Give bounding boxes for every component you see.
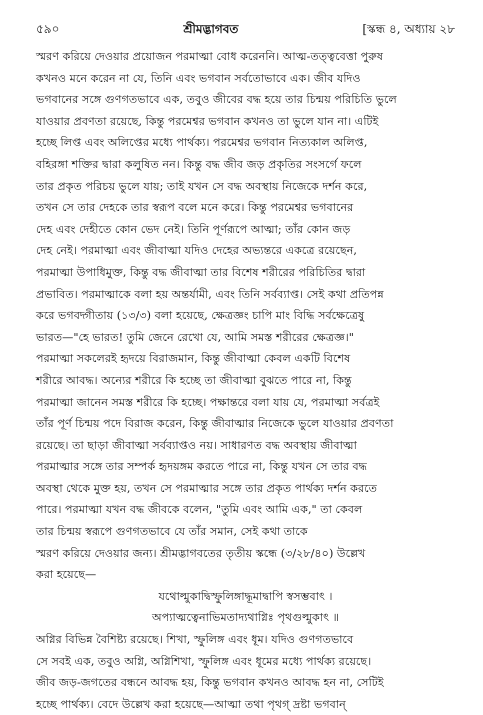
text-line: পরমাত্মা উপাধিমুক্ত, কিন্তু বদ্ধ জীবাত্মা তার বিশেষ শরীরের পরিচিতির দ্বারা xyxy=(36,265,366,279)
text-line: সে সবই এক, তবুও অগ্নি, অগ্নিশিখা, স্ফুলিঙ্গ এবং ধূমের মধ্যে পার্থক্য রয়েছে। xyxy=(36,654,372,668)
text-line: জীব জড়-জগতের বন্ধনে আবদ্ধ হয়, কিন্তু ভগবান কখনও আবদ্ধ হন না, সেটিই xyxy=(36,676,384,690)
purport-text xyxy=(36,46,455,715)
canto-chapter-label: [স্কন্ধ ৪, অধ্যায় ২৮ xyxy=(362,22,455,36)
text-line: পরমাত্মা সকলেরই হৃদয়ে বিরাজমান, কিন্তু জীবাত্মা কেবল একটি বিশেষ xyxy=(36,352,351,366)
book-title: শ্রীমদ্ভাগবত xyxy=(183,22,239,36)
verse-line: যথোল্মুকাদ্বিস্ফুলিঙ্গাদ্ধূমাদ্বাপি স্বসম্ভবাৎ । xyxy=(158,589,333,603)
text-line: তার চিন্ময় স্বরূপে গুণগতভাবে যে তাঁর সমান, সেই কথা তাকে xyxy=(36,525,308,539)
text-line: হচ্ছে পার্থক্য। বেদে উল্লেখ করা হয়েছে—আত্মা তথা পৃথগ্ দ্রষ্টা ভগবান্ xyxy=(36,697,346,711)
text-line: তার প্রকৃত পরিচয় ভুলে যায়; তাই যখন সে বদ্ধ অবস্থায় নিজেকে দর্শন করে, xyxy=(36,179,368,193)
verse-line: অপ্যাত্মত্বেনাভিমতাদ্যথাগ্নিঃ পৃথগুল্মুকাৎ ॥ xyxy=(152,611,339,625)
text-line: পারে। পরমাত্মা যখন বদ্ধ জীবকে বলেন, "তুমি এবং আমি এক," তা কেবল xyxy=(36,503,363,517)
text-line: ভগবানের সঙ্গে গুণগতভাবে এক, তবুও জীবের বদ্ধ হয়ে তার চিন্ময় পরিচিতি ভুলে xyxy=(36,93,397,107)
text-line: কখনও মনে করেন না যে, তিনি এবং ভগবান সর্বতোভাবে এক। জীব যদিও xyxy=(36,71,361,85)
text-line: করা হয়েছে— xyxy=(36,568,97,582)
text-line: তাঁর পূর্ণ চিন্ময় পদে বিরাজ করেন, কিন্তু জীবাত্মার নিজেকে ভুলে যাওয়ার প্রবণতা xyxy=(36,417,394,431)
text-line: অবস্থা থেকে মুক্ত হয়, তখন সে পরমাত্মার সঙ্গে তার প্রকৃত পার্থক্য দর্শন করতে xyxy=(36,481,378,495)
text-line: দেহ এবং দেহীতে কোন ভেদ নেই। তিনি পূর্ণরূপে আত্মা; তাঁর কোন জড় xyxy=(36,222,351,236)
text-line: প্রভাবিত। পরমাত্মাকে বলা হয় অন্তর্যামী, এবং তিনি সর্বব্যাপ্ত। সেই কথা প্রতিপন্ন xyxy=(36,287,384,301)
text-line: দেহ নেই। পরমাত্মা এবং জীবাত্মা যদিও দেহের অভ্যন্তরে একত্রে রয়েছেন, xyxy=(36,244,357,258)
text-line: ভারত—"হে ভারত! তুমি জেনে রেখো যে, আমি সমস্ত শরীরের ক্ষেত্রজ্ঞ।" xyxy=(36,330,354,344)
text-line: তখন সে তার দেহকে তার স্বরূপ বলে মনে করে। কিন্তু পরমেশ্বর ভগবানের xyxy=(36,201,354,215)
text-line: রয়েছে। তা ছাড়া জীবাত্মা সর্বব্যাপ্তও নয়। সাধারণত বদ্ধ অবস্থায় জীবাত্মা xyxy=(36,438,357,452)
text-line: শরীরে আবদ্ধ। অন্যের শরীরে কি হচ্ছে তা জীবাত্মা বুঝতে পারে না, কিন্তু xyxy=(36,373,352,387)
text-line: বহিরঙ্গা শক্তির দ্বারা কলুষিত নন। কিন্তু বদ্ধ জীব জড় প্রকৃতির সংসর্গে ফলে xyxy=(36,157,362,171)
text-line: পরমাত্মা জানেন সমস্ত শরীরে কি হচ্ছে। পক্ষান্তরে বলা যায় যে, পরমাত্মা সর্বত্রই xyxy=(36,395,380,409)
page-number: ৫৯০ xyxy=(36,22,60,36)
text-line: হচ্ছে লিপ্ত এবং অলিপ্তের মধ্যে পার্থক্য। পরমেশ্বর ভগবান নিত্যকাল অলিপ্ত, xyxy=(36,136,368,150)
text-line: করে ভগবদ্গীতায় (১৩/৩) বলা হয়েছে, ক্ষেত্রজ্ঞং চাপি মাং বিদ্ধি সর্বক্ষেত্রেষু xyxy=(36,309,365,323)
text-line: যাওয়ার প্রবণতা রয়েছে, কিন্তু পরমেশ্বর ভগবান কখনও তা ভুলে যান না। এটিই xyxy=(36,114,379,128)
text-line: অগ্নির বিভিন্ন বৈশিষ্ট্য রয়েছে। শিখা, স্ফুলিঙ্গ এবং ধূম। যদিও গুণগতভাবে xyxy=(36,633,354,647)
page-header xyxy=(36,20,455,38)
text-line: স্মরণ করিয়ে দেওয়ার প্রয়োজন পরমাত্মা বোধ করেননি। আত্ম-তত্ত্ববেত্তা পুরুষ xyxy=(36,50,383,63)
text-line: স্মরণ করিয়ে দেওয়ার জন্য। শ্রীমদ্ভাগবতের তৃতীয় স্কন্ধে (৩/২৮/৪০) উল্লেখ xyxy=(36,546,366,560)
text-line: পরমাত্মার সঙ্গে তার সম্পর্ক হৃদয়ঙ্গম করতে পারে না, কিন্তু যখন সে তার বদ্ধ xyxy=(36,460,367,474)
